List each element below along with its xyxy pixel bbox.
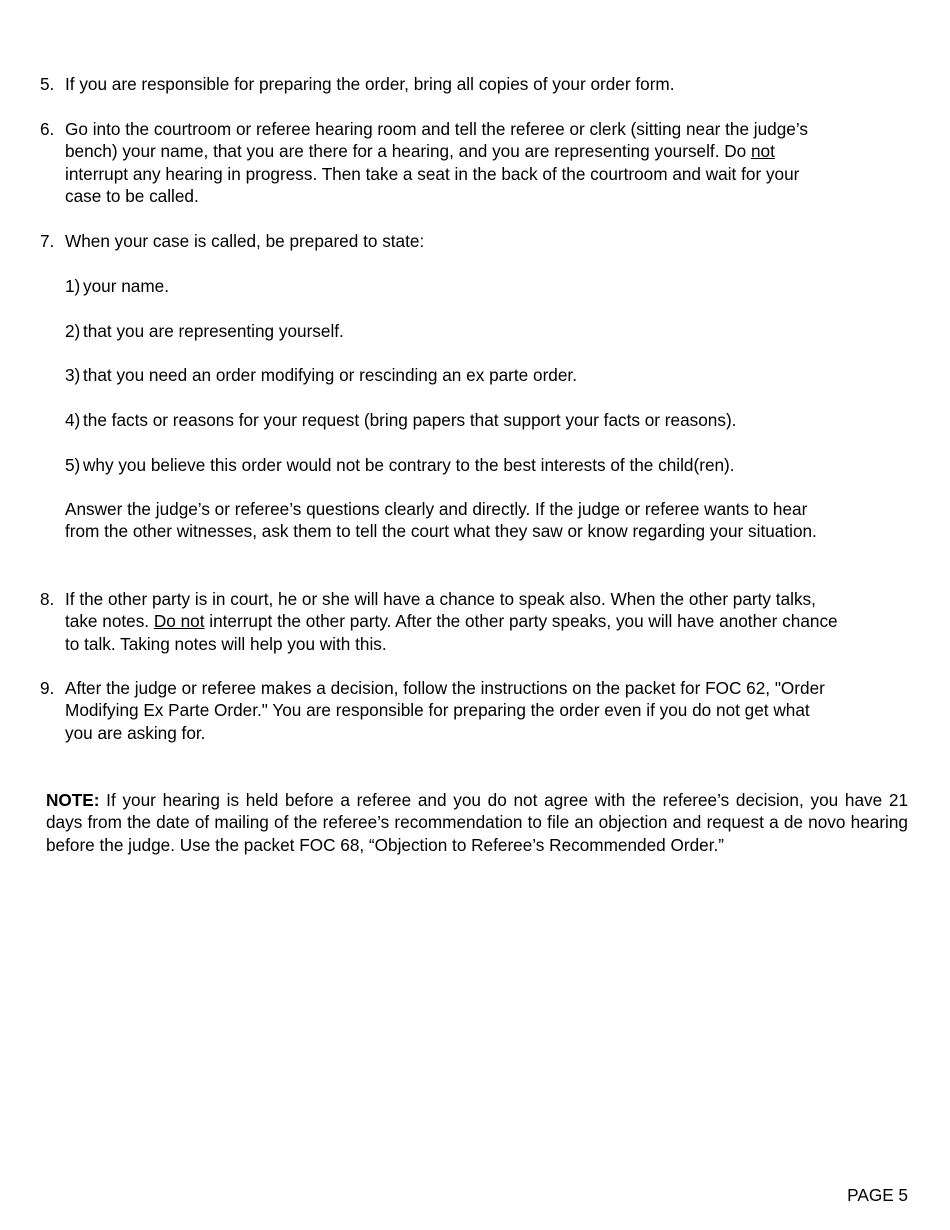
step-text: When your case is called, be prepared to state:: [65, 231, 425, 251]
step-text: After the judge or referee makes a decision, follow the instructions on the packet for FOC 62, "Order Modifying Ex Parte Order." You are responsible for preparing the order even if you do not get what you are asking for.: [65, 678, 825, 743]
step-9: [40, 677, 840, 744]
note-paragraph: [46, 789, 908, 856]
step-number: 6.: [40, 119, 55, 139]
statement-item: [65, 364, 825, 386]
statement-number: 3): [65, 365, 81, 385]
emphasis-not: not: [751, 141, 775, 162]
step-number: 8.: [40, 589, 55, 609]
step-text: If the other party is in court, he or she will have a chance to speak also. When the other party talks, take notes. Do not interrupt the other party. After the other party speaks, you will have another chance to talk. Taking notes will help you with this.: [65, 589, 838, 654]
step-number: 5.: [40, 74, 55, 94]
statement-item: [65, 320, 825, 342]
statement-number: 5): [65, 455, 81, 475]
statement-item: [65, 454, 825, 476]
step-text: Go into the courtroom or referee hearing room and tell the referee or clerk (sitting near the judge’s bench) your name, that you are there for a hearing, and you are representing yourself. Do not interrupt any hearing in progress. Then take a seat in the back of the courtroom and wait for your case to be called.: [65, 119, 808, 207]
statement-text: the facts or reasons for your request (bring papers that support your facts or reasons).: [83, 410, 737, 430]
step-number: 9.: [40, 678, 55, 698]
note-text: If your hearing is held before a referee and you do not agree with the referee’s decision, you have 21 days from the date of mailing of the referee’s recommendation to file an objection and request a de novo hearing before the judge. Use the packet FOC 68, “Objection to Referee’s Recommended Order.”: [46, 790, 908, 855]
page-number: PAGE 5: [847, 1185, 908, 1205]
step-6: [40, 118, 840, 208]
step-7: [40, 230, 840, 252]
step-number: 7.: [40, 231, 55, 251]
statement-number: 1): [65, 276, 81, 296]
note-label: NOTE:: [46, 790, 100, 810]
statement-item: [65, 409, 825, 431]
step-8: [40, 588, 840, 655]
statement-text: your name.: [83, 276, 169, 296]
answer-paragraph: Answer the judge’s or referee’s questions clearly and directly. If the judge or referee wants to hear from the other witnesses, ask them to tell the court what they saw or know regarding your situation.: [65, 499, 817, 542]
step-5: [40, 73, 840, 95]
statement-text: that you need an order modifying or rescinding an ex parte order.: [83, 365, 577, 385]
emphasis-do-not: Do not: [153, 611, 205, 632]
statement-number: 4): [65, 410, 81, 430]
statement-text: that you are representing yourself.: [83, 321, 344, 341]
statement-text: why you believe this order would not be contrary to the best interests of the child(ren).: [83, 455, 735, 475]
statement-number: 2): [65, 321, 81, 341]
statement-item: [65, 275, 825, 297]
step-text: If you are responsible for preparing the order, bring all copies of your order form.: [65, 74, 675, 94]
